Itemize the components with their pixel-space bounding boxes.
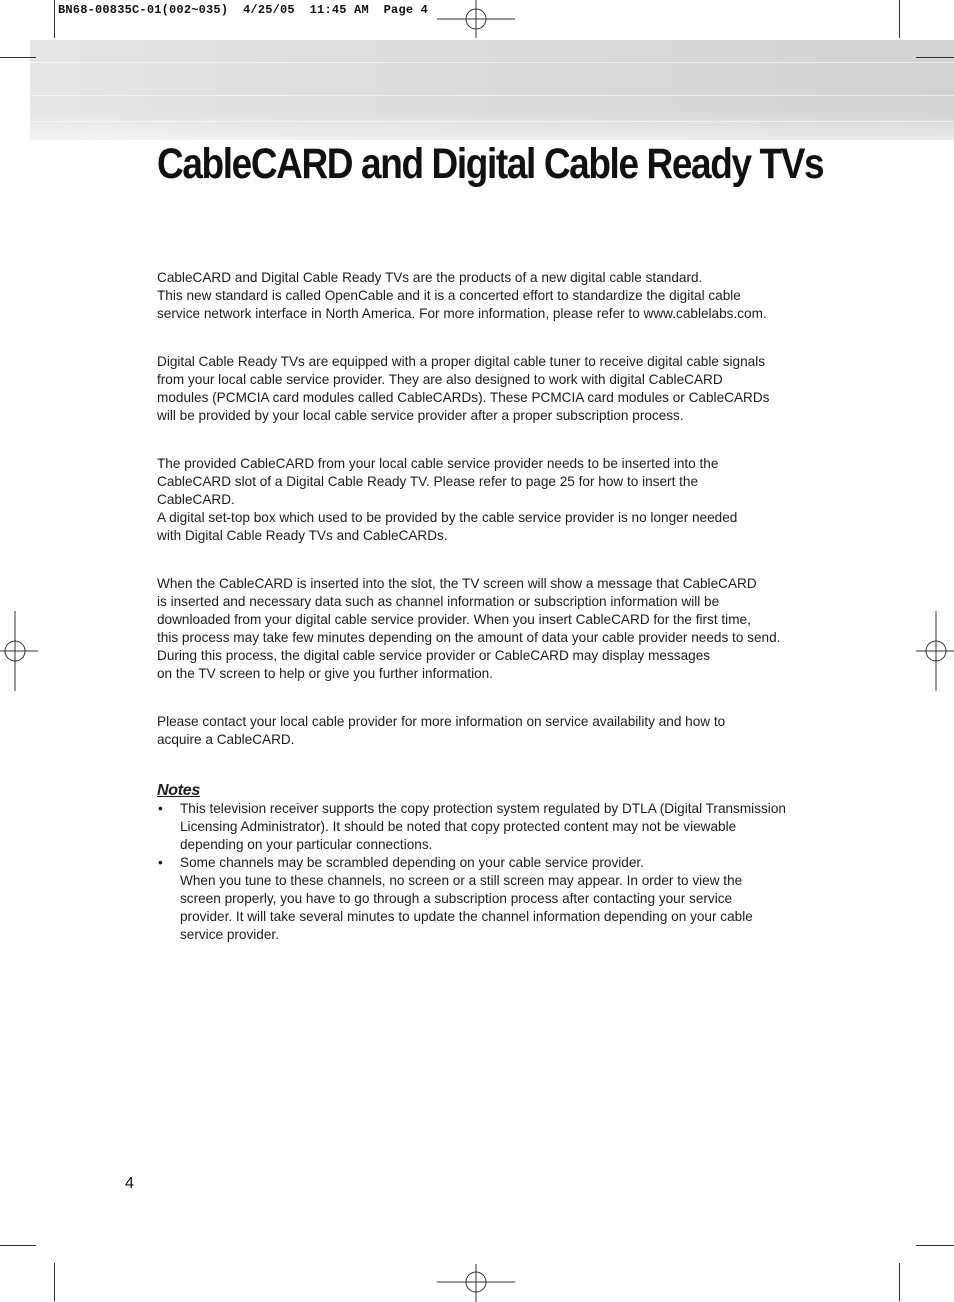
text-line: downloaded from your digital cable service provider. When you insert CableCARD for the first time, (157, 612, 751, 627)
text-line: When the CableCARD is inserted into the slot, the TV screen will show a message that CableCARD (157, 576, 757, 591)
text-line: Licensing Administrator). It should be noted that copy protected content may not be viewable (180, 819, 737, 834)
crop-mark (54, 1263, 55, 1301)
text-line: This television receiver supports the copy protection system regulated by DTLA (Digital Transmission (180, 801, 786, 816)
text-line: will be provided by your local cable service provider after a proper subscription process. (157, 408, 684, 423)
text-line: Some channels may be scrambled depending on your cable service provider. (180, 855, 644, 870)
print-slug: BN68-00835C-01(002~035) 4/25/05 11:45 AM Page 4 (58, 3, 429, 17)
header-banner (30, 40, 954, 140)
paragraph-1 (157, 269, 837, 323)
text-line: This new standard is called OpenCable and it is a concerted effort to standardize the digital cable (157, 288, 741, 303)
text-line: CableCARD and Digital Cable Ready TVs are the products of a new digital cable standard. (157, 270, 703, 285)
note-item (157, 854, 837, 944)
page-title: CableCARD and Digital Cable Ready TVs (157, 140, 824, 188)
crop-mark (0, 1245, 36, 1246)
text-line: acquire a CableCARD. (157, 732, 295, 747)
text-line: When you tune to these channels, no screen or a still screen may appear. In order to view the (180, 873, 743, 888)
bullet-icon: • (158, 855, 163, 870)
crop-mark (916, 57, 954, 58)
crop-mark (899, 1263, 900, 1301)
text-line: Please contact your local cable provider for more information on service availability and how to (157, 714, 726, 729)
notes-heading: Notes (157, 782, 200, 799)
bullet-icon: • (158, 801, 163, 816)
text-line: depending on your particular connections. (180, 837, 433, 852)
paragraph-5 (157, 713, 837, 749)
text-line: The provided CableCARD from your local cable service provider needs to be inserted into the (157, 456, 719, 471)
text-line: on the TV screen to help or give you further information. (157, 666, 494, 681)
body-text (157, 269, 837, 944)
registration-mark-icon (0, 611, 40, 691)
text-line: service provider. (180, 927, 279, 942)
registration-mark-icon (914, 611, 954, 691)
text-line: Digital Cable Ready TVs are equipped with a proper digital cable tuner to receive digital cable signals (157, 354, 766, 369)
text-line: with Digital Cable Ready TVs and CableCARDs. (157, 528, 448, 543)
paragraph-3 (157, 455, 837, 545)
text-line: During this process, the digital cable service provider or CableCARD may display messages (157, 648, 711, 663)
note-item (157, 800, 837, 854)
text-line: service network interface in North America. For more information, please refer to www.cablelabs.com. (157, 306, 767, 321)
text-line: modules (PCMCIA card modules called CableCARDs). These PCMCIA card modules or CableCARDs (157, 390, 770, 405)
crop-mark (0, 57, 36, 58)
notes-list (157, 800, 837, 944)
text-line: provider. It will take several minutes to update the channel information depending on your cable (180, 909, 753, 924)
registration-mark-icon (437, 0, 515, 40)
text-line: this process may take few minutes depending on the amount of data your cable provider needs to send. (157, 630, 781, 645)
crop-mark (899, 0, 900, 38)
page-number: 4 (125, 1175, 134, 1192)
text-line: A digital set-top box which used to be provided by the cable service provider is no longer needed (157, 510, 738, 525)
text-line: screen properly, you have to go through a subscription process after contacting your service (180, 891, 733, 906)
registration-mark-icon (437, 1262, 515, 1302)
text-line: is inserted and necessary data such as channel information or subscription information will be (157, 594, 720, 609)
text-line: CableCARD slot of a Digital Cable Ready TV. Please refer to page 25 for how to insert the (157, 474, 699, 489)
crop-mark (916, 1245, 954, 1246)
text-line: from your local cable service provider. They are also designed to work with digital CableCARD (157, 372, 723, 387)
crop-mark (54, 0, 55, 38)
paragraph-2 (157, 353, 837, 425)
paragraph-4 (157, 575, 837, 683)
text-line: CableCARD. (157, 492, 235, 507)
